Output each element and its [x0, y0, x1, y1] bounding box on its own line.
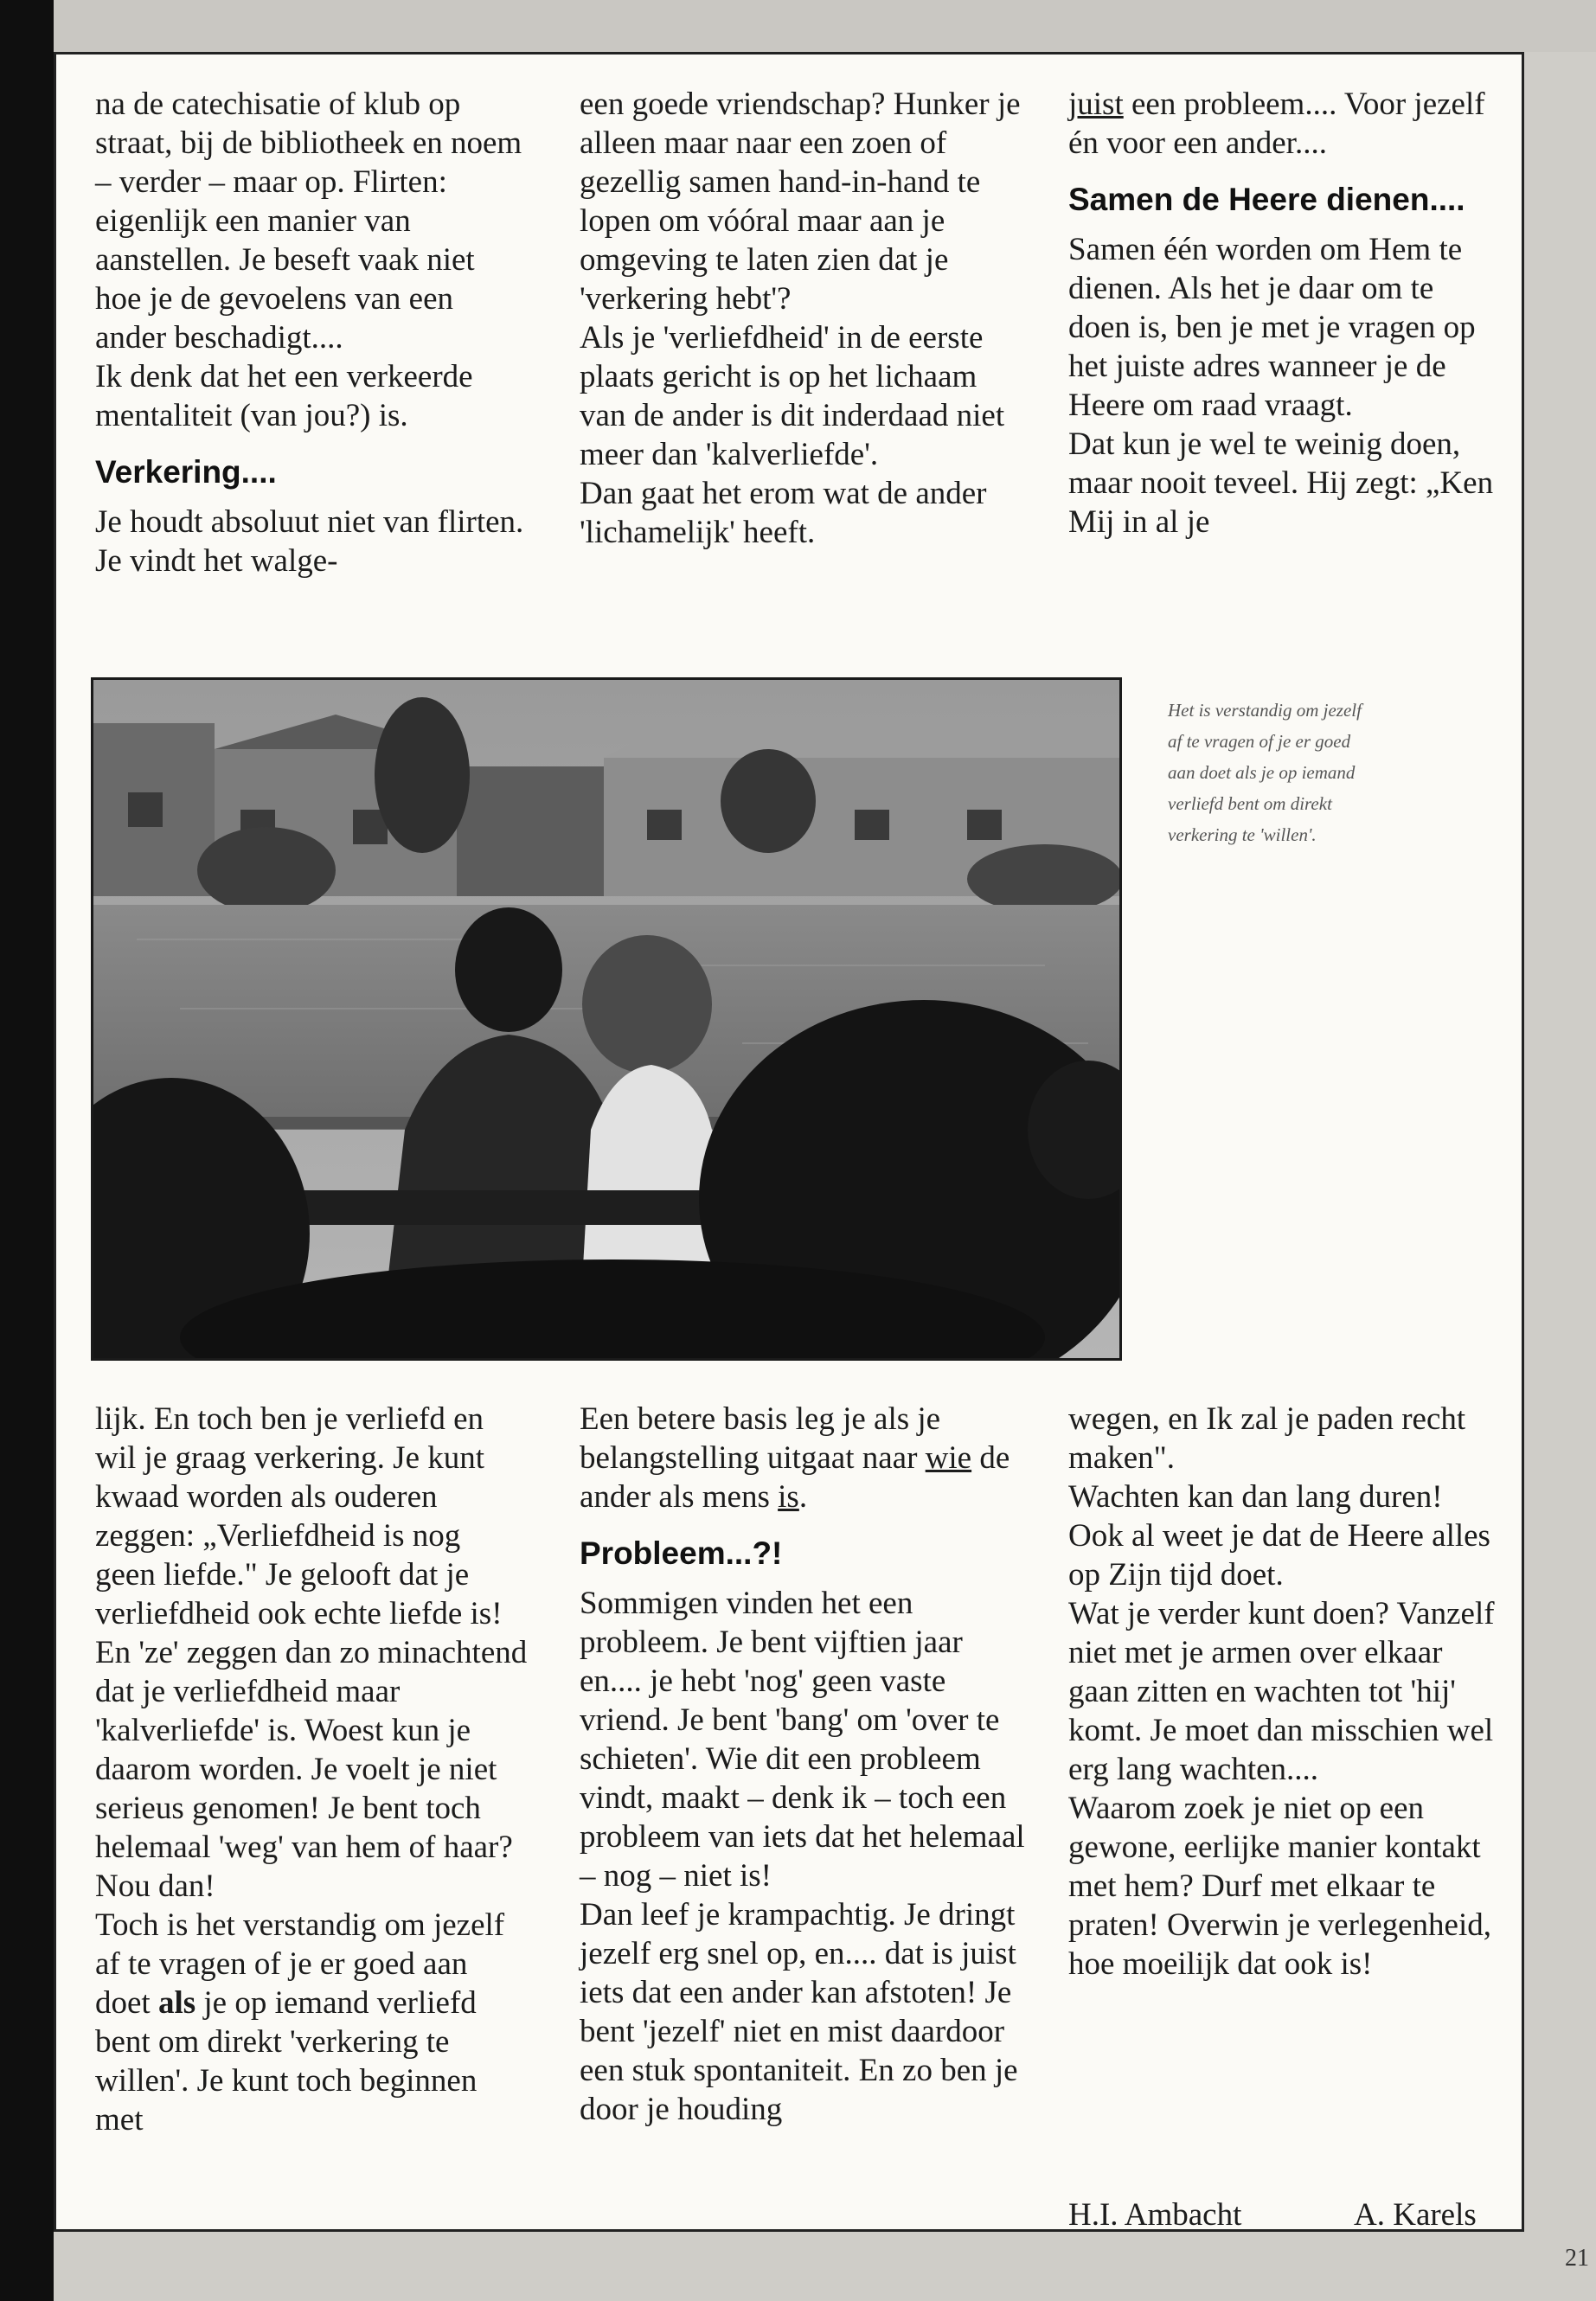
- column-3-bottom: [1068, 1400, 1501, 1984]
- section-heading-verkering: Verkering....: [95, 454, 277, 490]
- paragraph: na de catechisatie of klub op straat, bij de bibliotheek en noem – verder – maar op. Flirten: eigenlijk een manier van aanstellen. Je beseft vaak niet hoe je de gevoelens van een ander beschadigt....: [95, 87, 522, 356]
- paragraph: Wat je verder kunt doen? Vanzelf niet met je armen over elkaar gaan zitten en wachten tot 'hij' komt. Je moet dan misschien wel erg lang wachten....: [1068, 1596, 1495, 1787]
- page-number: 21: [1565, 2245, 1589, 2272]
- paragraph: Je houdt absoluut niet van flirten. Je vindt het walge-: [95, 504, 524, 579]
- signature-author: A. Karels: [1354, 2197, 1477, 2233]
- signature-place: H.I. Ambacht: [1068, 2197, 1242, 2233]
- paragraph: [1068, 85, 1501, 163]
- paragraph: [95, 1906, 528, 2139]
- text-run: .: [798, 1479, 808, 1515]
- column-2-top: [580, 85, 1029, 552]
- paragraph: Dan gaat het erom wat de ander 'lichamelijk' heeft.: [580, 476, 987, 550]
- photo-caption: Het is verstandig om jezelf af te vragen of je er goed aan doet als je op iemand verliefd bent om direkt verkering te 'willen'.: [1168, 700, 1362, 845]
- section-heading-samen: Samen de Heere dienen....: [1068, 182, 1465, 217]
- photo-couple-by-water: [91, 677, 1122, 1361]
- bold-word: als: [157, 1985, 196, 2021]
- underlined-word: is: [778, 1479, 799, 1515]
- paragraph: Sommigen vinden het een probleem. Je bent vijftien jaar en.... je hebt 'nog' geen vaste vriend. Je bent 'bang' om 'over te schieten'. Wie dit een probleem vindt, maakt – denk ik – toch een probleem van iets dat het helemaal – nog – niet is!: [580, 1586, 1025, 1894]
- paragraph: Samen één worden om Hem te dienen. Als het je daar om te doen is, ben je met je vragen op het juiste adres wanneer je de Heere om raad vraagt.: [1068, 232, 1476, 423]
- scan-left-edge: [0, 0, 54, 2301]
- paragraph: Wachten kan dan lang duren! Ook al weet je dat de Heere alles op Zijn tijd doet.: [1068, 1479, 1490, 1593]
- underlined-word: juist: [1068, 87, 1124, 122]
- photo-illustration: [93, 680, 1119, 1358]
- section-heading-probleem: Probleem...?!: [580, 1535, 783, 1571]
- underlined-word: wie: [925, 1440, 972, 1476]
- magazine-page: [54, 52, 1524, 2232]
- column-3-top: [1068, 85, 1501, 542]
- paragraph: Waarom zoek je niet op een gewone, eerlijke manier kontakt met hem? Durf met elkaar te praten! Overwin je verlegenheid, hoe moeilijk dat ook is!: [1068, 1791, 1492, 1982]
- paragraph: een goede vriendschap? Hunker je alleen maar naar een zoen of gezellig samen hand-in-hand te lopen om vóóral maar aan je omgeving te laten zien dat je 'verkering hebt'?: [580, 87, 1021, 317]
- text-run: Toch is het verstandig om jezelf af te vragen of je er goed aan doet: [95, 1907, 505, 2021]
- paragraph: wegen, en Ik zal je paden recht maken".: [1068, 1401, 1466, 1476]
- text-run: je op iemand verliefd bent om direkt 'verkering te willen'. Je kunt toch beginnen met: [95, 1985, 478, 2138]
- paragraph: Dat kun je wel te weinig doen, maar nooit teveel. Hij zegt: „Ken Mij in al je: [1068, 426, 1494, 540]
- paragraph: Dan leef je krampachtig. Je dringt jezelf erg snel op, en.... dat is juist iets dat een ander kan afstoten! Je bent 'jezelf' niet en mist daardoor een stuk spontaniteit. En zo ben je door je houding: [580, 1897, 1018, 2127]
- text-run: een probleem.... Voor jezelf én voor een ander....: [1068, 87, 1485, 161]
- paragraph: Ik denk dat het een verkeerde mentaliteit (van jou?) is.: [95, 359, 473, 433]
- column-1-bottom: [95, 1400, 528, 2139]
- scan-top-margin: [0, 0, 1596, 52]
- paragraph: lijk. En toch ben je verliefd en wil je graag verkering. Je kunt kwaad worden als ouderen zeggen: „Verliefdheid is nog geen liefde." Je gelooft dat je verliefdheid ook echte liefde is! En 'ze' zeggen dan zo minachtend dat je verliefdheid maar 'kalverliefde' is. Woest kun je daarom worden. Je voelt je niet serieus genomen! Je bent toch helemaal 'weg' van hem of haar? Nou dan!: [95, 1401, 528, 1904]
- column-2-bottom: [580, 1400, 1029, 2129]
- paragraph: [580, 1400, 1029, 1516]
- paragraph: Als je 'verliefdheid' in de eerste plaats gericht is op het lichaam van de ander is dit inderdaad niet meer dan 'kalverliefde'.: [580, 320, 1005, 472]
- text-run: de ander als mens: [580, 1440, 1010, 1515]
- column-1-top: [95, 85, 528, 580]
- text-run: Een betere basis leg je als je belangstelling uitgaat naar: [580, 1401, 941, 1476]
